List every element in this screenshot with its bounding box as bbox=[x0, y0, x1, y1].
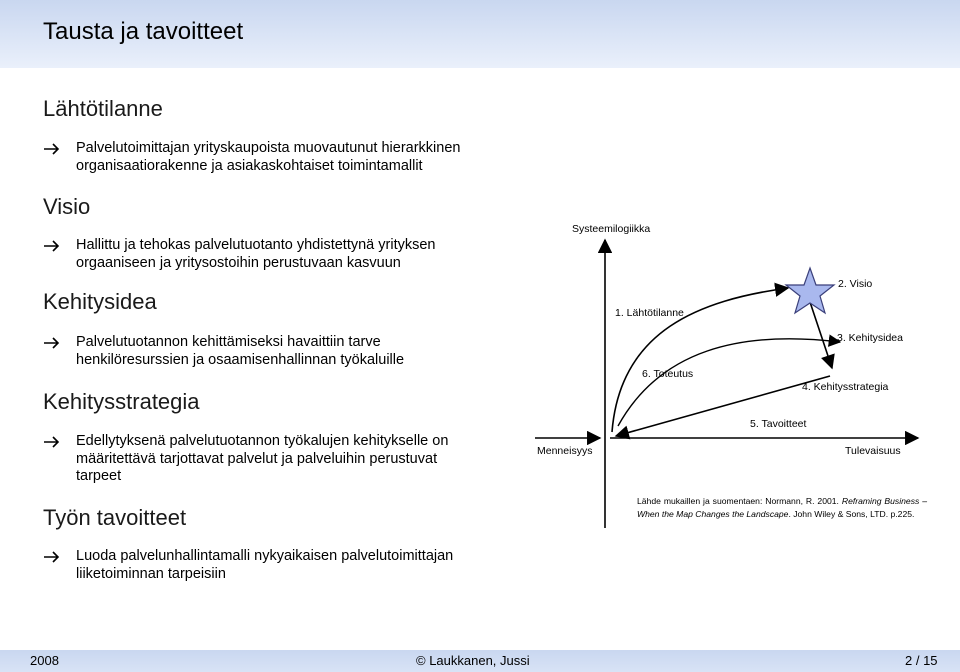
heading-lahtotilanne: Lähtötilanne bbox=[43, 96, 163, 121]
heading-kehitysstrategia: Kehitysstrategia bbox=[43, 389, 200, 414]
arrow-right-icon bbox=[43, 433, 61, 451]
footer-bar bbox=[0, 650, 960, 672]
arrow-right-icon bbox=[43, 334, 61, 352]
source-citation: Lähde mukaillen ja suomentaen: Normann, R. 2001. Reframing Business – When the Map Changes the Landscape. John Wiley & Sons, LTD. p.225. bbox=[637, 496, 927, 519]
step-label-6: 6. Toteutus bbox=[642, 368, 694, 380]
step-label-4: 4. Kehitysstrategia bbox=[802, 381, 889, 393]
heading-visio: Visio bbox=[43, 194, 91, 219]
axis-label-menneisyys: Menneisyys bbox=[537, 445, 593, 457]
axis-label-systeemilogiikka: Systeemilogiikka bbox=[572, 223, 651, 235]
footer-author: © Laukkanen, Jussi bbox=[416, 653, 530, 668]
axis-label-tulevaisuus: Tulevaisuus bbox=[845, 445, 901, 457]
footer-page-number: 2 / 15 bbox=[905, 653, 938, 668]
arrow-right-icon bbox=[43, 237, 61, 255]
title-bar bbox=[0, 0, 960, 68]
vision-to-strategy bbox=[810, 302, 832, 368]
arrow-right-icon bbox=[43, 140, 61, 158]
step-label-3: 3. Kehitysidea bbox=[837, 332, 903, 344]
diagram-lines bbox=[520, 210, 940, 540]
slide-title: Tausta ja tavoitteet bbox=[43, 18, 244, 45]
step-label-5: 5. Tavoitteet bbox=[750, 418, 807, 430]
footer-year: 2008 bbox=[30, 653, 59, 668]
step-label-2: 2. Visio bbox=[838, 278, 873, 290]
heading-tyon-tavoitteet: Työn tavoitteet bbox=[43, 505, 187, 530]
strategy-diagram bbox=[520, 210, 940, 540]
heading-kehitysidea: Kehitysidea bbox=[43, 289, 157, 314]
step-label-1: 1. Lähtötilanne bbox=[615, 307, 684, 319]
star-icon bbox=[786, 268, 834, 313]
arrow-right-icon bbox=[43, 548, 61, 566]
